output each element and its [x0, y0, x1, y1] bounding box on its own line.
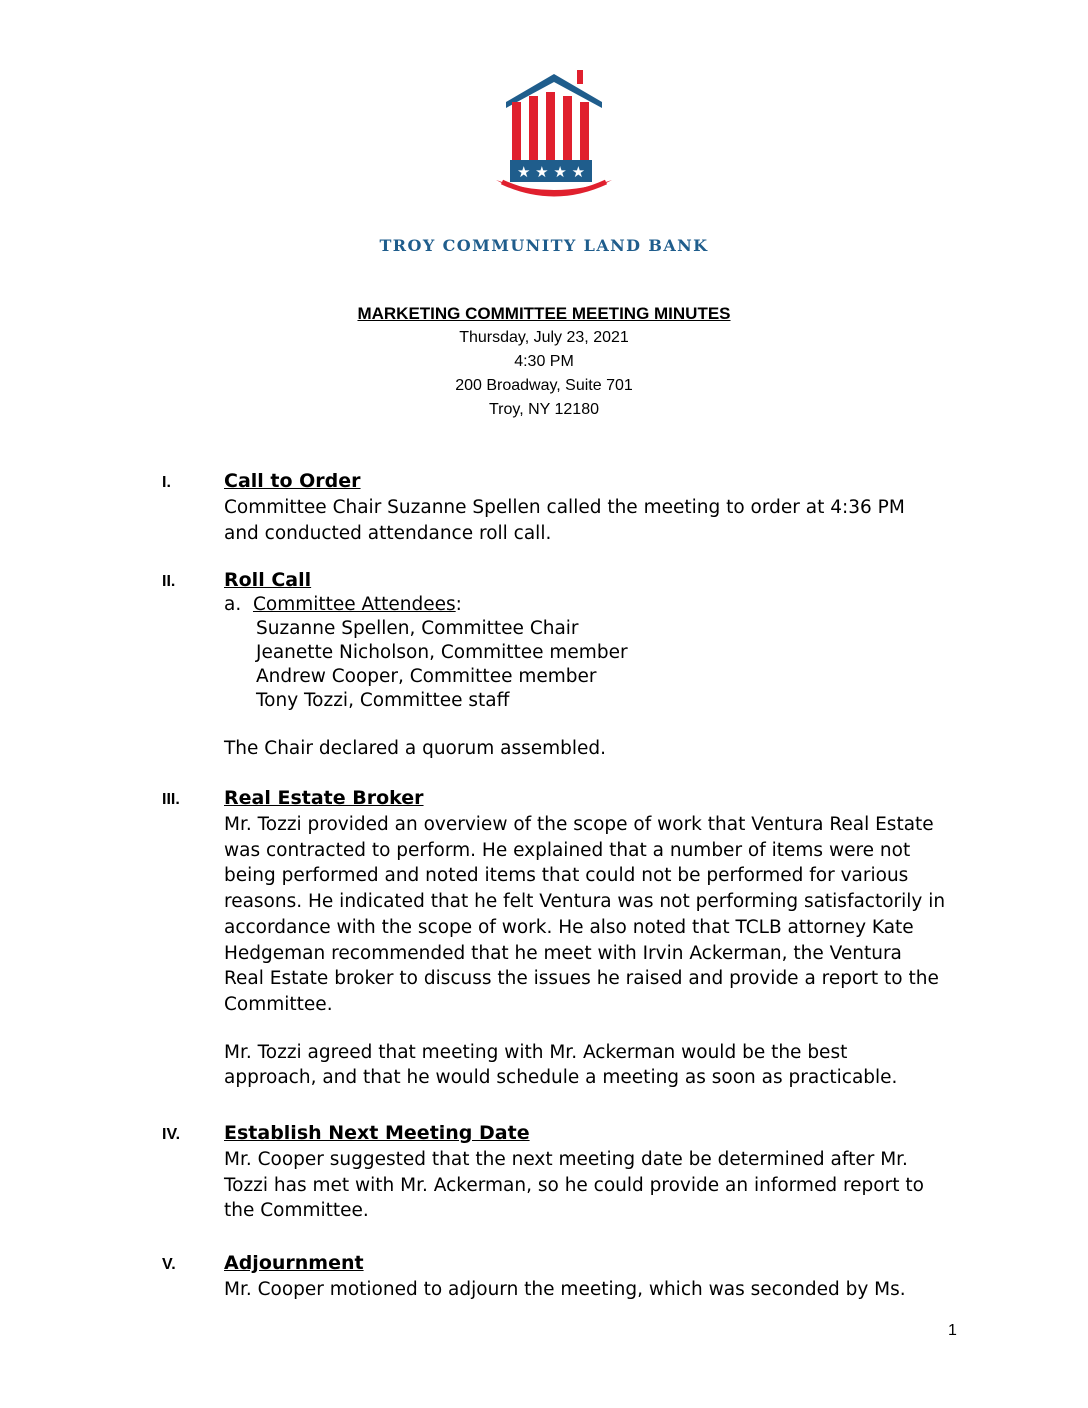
body-line: Mr. Tozzi agreed that meeting with Mr. Ackerman would be the best	[224, 1041, 848, 1063]
section-body	[224, 1277, 964, 1303]
list-marker: a.	[224, 594, 242, 615]
section-heading: Roll Call	[224, 569, 312, 591]
body-line: Mr. Cooper motioned to adjourn the meeting, which was seconded by Ms.	[224, 1279, 906, 1300]
body-line: being performed and noted items that could not be performed for various	[224, 865, 909, 887]
body-line: approach, and that he would schedule a meeting as soon as practicable.	[224, 1067, 898, 1089]
body-line: Tozzi has met with Mr. Ackerman, so he could provide an informed report to	[224, 1174, 924, 1196]
document-title: MARKETING COMMITTEE MEETING MINUTES	[357, 304, 731, 323]
body-line: Mr. Tozzi provided an overview of the scope of work that Ventura Real Estate	[224, 814, 934, 835]
section-body	[224, 736, 964, 762]
organization-name: TROY COMMUNITY LAND BANK	[379, 236, 709, 255]
body-line: Mr. Cooper suggested that the next meeting date be determined after Mr.	[224, 1149, 908, 1170]
section-body	[224, 1147, 964, 1224]
body-line: accordance with the scope of work. He also noted that TCLB attorney Kate	[224, 916, 914, 938]
attendee: Tony Tozzi, Committee staff	[256, 690, 510, 711]
section-heading: Adjournment	[224, 1252, 364, 1274]
section-heading: Call to Order	[224, 470, 361, 492]
section-body	[224, 495, 964, 546]
section-numeral: II.	[162, 573, 176, 590]
body-line: Real Estate broker to discuss the issues he raised and provide a report to the	[224, 968, 939, 990]
land-bank-logo	[494, 68, 614, 206]
meeting-address-line2: Troy, NY 12180	[489, 401, 599, 418]
body-line: Committee Chair Suzanne Spellen called the meeting to order at 4:36 PM	[224, 497, 905, 518]
attendees-label: Committee Attendees	[252, 594, 456, 615]
section-numeral: III.	[162, 791, 180, 808]
section-numeral: V.	[162, 1256, 176, 1273]
attendee: Jeanette Nicholson, Committee member	[256, 642, 628, 663]
body-line: Hedgeman recommended that he meet with Irvin Ackerman, the Ventura	[224, 942, 902, 964]
body-line: the Committee.	[224, 1200, 369, 1222]
attendees-colon: :	[455, 594, 462, 615]
attendee: Andrew Cooper, Committee member	[256, 666, 597, 687]
svg-text:★ ★ ★ ★: ★ ★ ★ ★	[516, 163, 586, 181]
meeting-header	[0, 302, 1088, 422]
page-number: 1	[948, 1322, 957, 1339]
attendee-list	[224, 593, 628, 713]
section-numeral: I.	[162, 474, 171, 491]
body-line: The Chair declared a quorum assembled.	[224, 738, 607, 759]
body-line: reasons. He indicated that he felt Ventura was not performing satisfactorily in	[224, 891, 946, 913]
meeting-date: Thursday, July 23, 2021	[459, 329, 629, 346]
body-line: Committee.	[224, 993, 333, 1015]
body-line: and conducted attendance roll call.	[224, 522, 552, 544]
section-numeral: IV.	[162, 1126, 181, 1143]
meeting-time: 4:30 PM	[514, 353, 574, 370]
section-heading: Real Estate Broker	[224, 787, 424, 809]
attendee: Suzanne Spellen, Committee Chair	[256, 618, 579, 639]
section-body	[224, 812, 984, 1091]
section-heading: Establish Next Meeting Date	[224, 1122, 530, 1144]
body-line: was contracted to perform. He explained that a number of items were not	[224, 839, 911, 861]
meeting-address-line1: 200 Broadway, Suite 701	[455, 377, 633, 394]
